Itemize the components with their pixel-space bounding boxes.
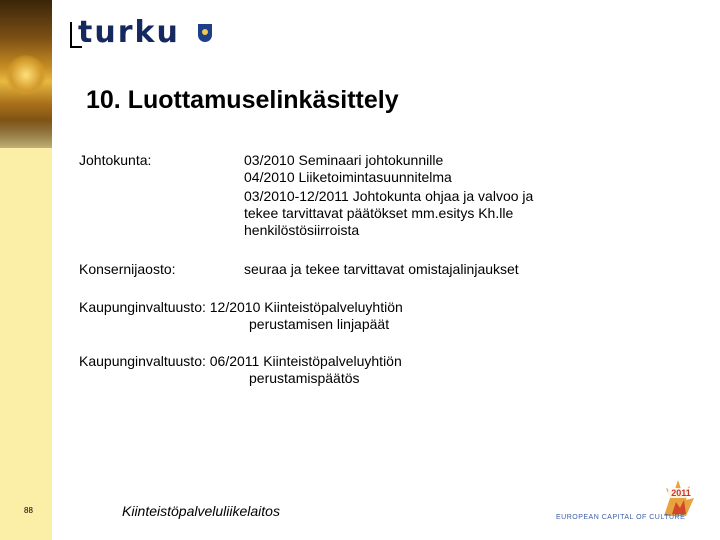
- photo-glow: [6, 55, 46, 95]
- photo-fade: [0, 120, 52, 160]
- johtokunta-label: Johtokunta:: [79, 152, 152, 168]
- page-number: 88: [24, 506, 33, 515]
- johtokunta-line-5: henkilöstösiirroista: [244, 222, 360, 238]
- ecoc-label: EUROPEAN CAPITAL OF CULTURE: [556, 514, 686, 521]
- crest-icon: [198, 24, 212, 42]
- johtokunta-line-1: 03/2010 Seminaari johtokunnille: [244, 152, 444, 168]
- valtuusto-1-line-1: Kaupunginvaltuusto: 12/2010 Kiinteistöpalveluyhtiön: [79, 299, 403, 315]
- valtuusto-2-line-1: Kaupunginvaltuusto: 06/2011 Kiinteistöpalveluyhtiön: [79, 353, 402, 369]
- footer-text: Kiinteistöpalveluliikelaitos: [122, 503, 280, 519]
- johtokunta-line-2: 04/2010 Liiketoimintasuunnitelma: [244, 169, 452, 185]
- johtokunta-line-4: tekee tarvittavat päätökset mm.esitys Kh.lle: [244, 205, 514, 221]
- decorative-sidebar: [0, 0, 52, 540]
- johtokunta-line-3: 03/2010-12/2011 Johtokunta ohjaa ja valvoo ja: [244, 188, 534, 204]
- valtuusto-2-line-2: perustamispäätös: [249, 370, 360, 386]
- logo-text: turku: [78, 15, 180, 50]
- turku-logo: [70, 15, 180, 50]
- ecoc-logo: [552, 458, 720, 528]
- valtuusto-1-line-2: perustamisen linjapäät: [249, 316, 390, 332]
- slide-title: 10. Luottamuselinkäsittely: [86, 86, 399, 114]
- konsernijaosto-label: Konsernijaosto:: [79, 261, 176, 277]
- ecoc-year: 2011: [671, 488, 691, 498]
- konsernijaosto-text: seuraa ja tekee tarvittavat omistajalinjaukset: [244, 261, 519, 277]
